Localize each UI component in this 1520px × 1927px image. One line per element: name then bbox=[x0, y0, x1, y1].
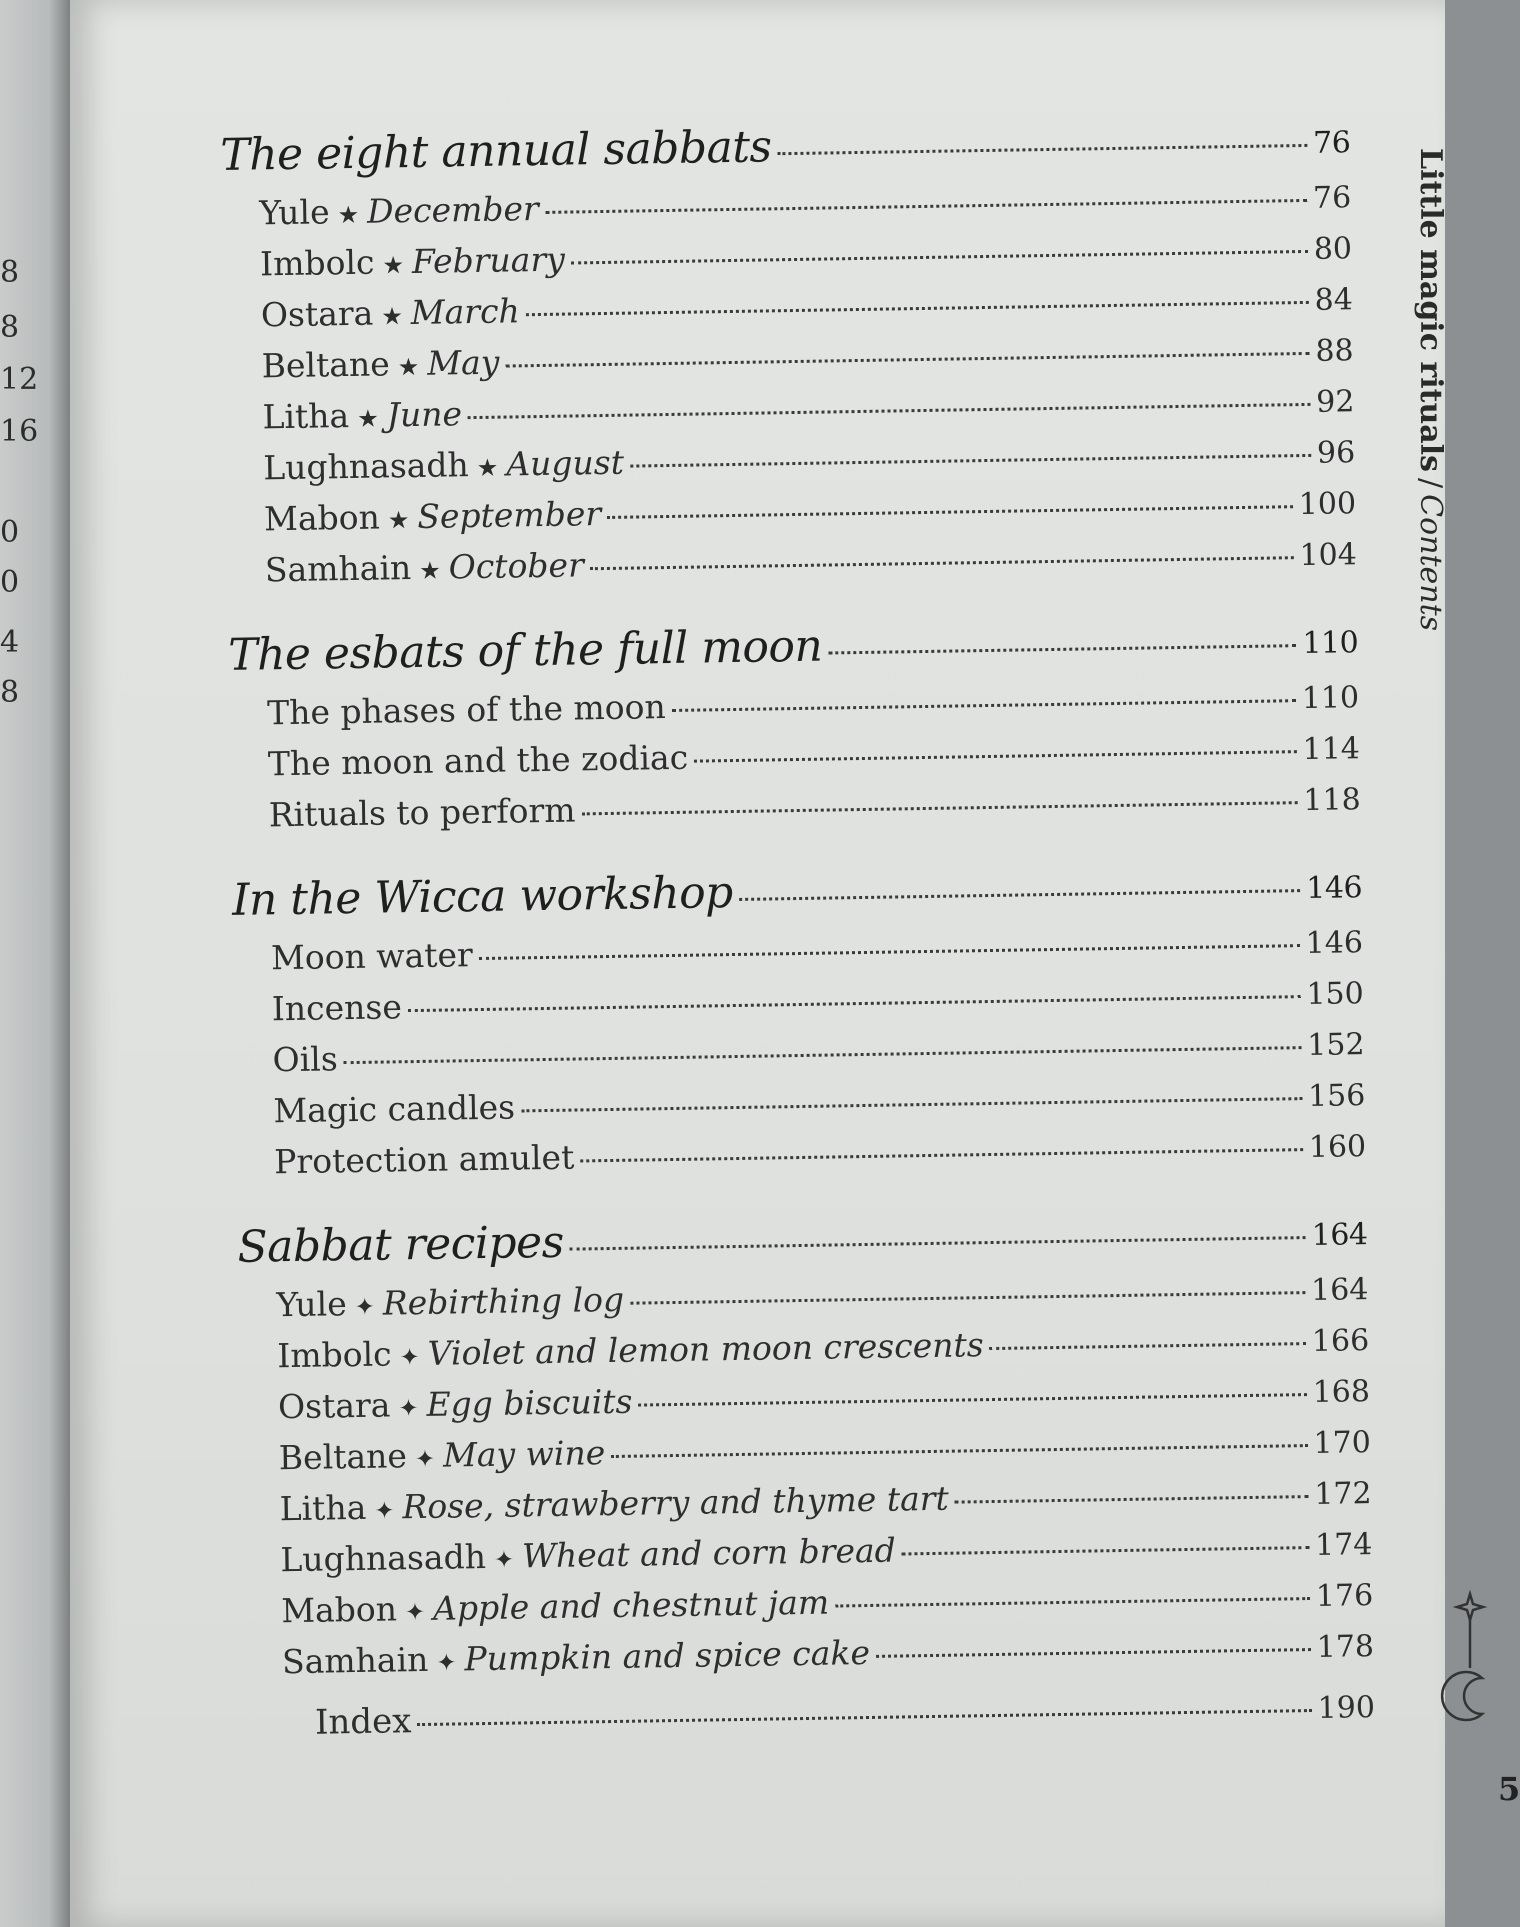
dot-leader bbox=[835, 1597, 1310, 1607]
page-ref: 146 bbox=[1306, 870, 1363, 907]
entry-subtitle: Wheat and corn bread bbox=[521, 1530, 897, 1576]
page-ref: 174 bbox=[1314, 1527, 1373, 1563]
dot-leader bbox=[630, 454, 1311, 468]
dot-leader bbox=[607, 505, 1293, 519]
page-ref: 150 bbox=[1306, 976, 1364, 1013]
star-icon: ✦ bbox=[399, 1343, 420, 1372]
page-ref: 168 bbox=[1312, 1374, 1371, 1410]
star-icon: ★ bbox=[387, 506, 410, 535]
section-name: Contents bbox=[1413, 494, 1448, 632]
page-ref: 152 bbox=[1306, 1027, 1365, 1064]
entry-name: Protection amulet bbox=[273, 1137, 575, 1182]
dot-leader bbox=[479, 944, 1300, 960]
page-ref: 176 bbox=[1315, 1578, 1374, 1614]
entry-name: Mabon bbox=[263, 497, 381, 539]
dot-leader bbox=[408, 995, 1301, 1012]
left-page-number: 0 bbox=[0, 515, 20, 550]
dot-leader bbox=[990, 1342, 1306, 1350]
star-icon: ✦ bbox=[374, 1496, 395, 1525]
star-icon: ✦ bbox=[436, 1648, 457, 1677]
entry-subtitle: Rose, strawberry and thyme tart bbox=[402, 1478, 950, 1527]
entry-subtitle: Rebirthing log bbox=[382, 1279, 625, 1323]
page-ref: 96 bbox=[1316, 435, 1356, 471]
entry-subtitle: August bbox=[505, 442, 625, 484]
left-page-number: 8 bbox=[0, 310, 20, 345]
entry-subtitle: May bbox=[426, 342, 500, 383]
star-icon: ★ bbox=[419, 556, 441, 585]
entry-title bbox=[282, 1633, 870, 1681]
entry-name: Magic candles bbox=[273, 1087, 516, 1131]
page-ref: 76 bbox=[1312, 180, 1352, 216]
dot-leader bbox=[590, 556, 1294, 570]
entry-title bbox=[271, 935, 473, 977]
page-ref: 100 bbox=[1298, 486, 1357, 523]
entry-title bbox=[259, 189, 539, 232]
entry-name: Imbolc bbox=[259, 242, 375, 284]
entry-title bbox=[267, 687, 666, 732]
entry-name: Litha bbox=[262, 396, 350, 437]
page-ref: 76 bbox=[1312, 125, 1351, 161]
page-ref: 104 bbox=[1299, 537, 1358, 574]
entry-name: Beltane bbox=[261, 344, 391, 386]
dot-leader bbox=[694, 750, 1296, 762]
left-page-number: 0 bbox=[0, 565, 20, 600]
dot-leader bbox=[611, 1444, 1307, 1458]
entry-subtitle: Egg biscuits bbox=[426, 1381, 633, 1424]
entry-subtitle: June bbox=[386, 394, 463, 435]
page-ref: 164 bbox=[1311, 1217, 1368, 1253]
entry-subtitle: September bbox=[417, 494, 602, 536]
book-title: Little magic rituals bbox=[1413, 148, 1448, 472]
left-page-number: 8 bbox=[0, 675, 20, 710]
left-page-number: 16 bbox=[0, 414, 39, 449]
entry-name: Lughnasadh bbox=[263, 445, 470, 488]
entry-name: Beltane bbox=[278, 1436, 408, 1478]
entry-subtitle: Pumpkin and spice cake bbox=[464, 1632, 871, 1679]
entry-title bbox=[265, 545, 584, 589]
entry-name: Samhain bbox=[264, 548, 412, 590]
page-ref: 110 bbox=[1302, 625, 1359, 662]
page-ref: 146 bbox=[1305, 925, 1364, 962]
star-icon: ★ bbox=[476, 453, 499, 483]
entry-subtitle: Apple and chestnut jam bbox=[432, 1582, 830, 1628]
page-ref: 114 bbox=[1302, 731, 1361, 768]
page-ref: 84 bbox=[1314, 282, 1354, 318]
entry-title bbox=[260, 240, 565, 284]
star-icon: ★ bbox=[382, 251, 405, 280]
dot-leader bbox=[582, 801, 1298, 815]
page-ref: 80 bbox=[1313, 231, 1353, 267]
entry-title bbox=[261, 291, 520, 334]
section-heading: In the Wicca workshop bbox=[231, 867, 734, 926]
entry-title bbox=[261, 343, 499, 386]
dot-leader bbox=[638, 1393, 1306, 1406]
page-ref: 88 bbox=[1315, 333, 1354, 369]
star-icon: ✦ bbox=[493, 1545, 515, 1574]
star-icon: ✦ bbox=[398, 1394, 419, 1423]
entry-name: Incense bbox=[271, 987, 403, 1029]
entry-title bbox=[268, 791, 575, 835]
dot-leader bbox=[902, 1546, 1309, 1555]
dot-leader bbox=[545, 199, 1307, 214]
page-ref: 110 bbox=[1301, 680, 1360, 717]
dot-leader bbox=[344, 1046, 1302, 1064]
entry-name: Litha bbox=[279, 1487, 367, 1529]
entry-title bbox=[264, 494, 602, 538]
page-ref: 156 bbox=[1307, 1078, 1366, 1115]
entry-name: Mabon bbox=[280, 1589, 398, 1631]
page-ref: 170 bbox=[1313, 1425, 1372, 1461]
entry-name: Ostara bbox=[260, 293, 374, 335]
entry-subtitle: October bbox=[448, 545, 585, 587]
dot-leader bbox=[570, 1236, 1306, 1251]
index-label: Index bbox=[314, 1701, 412, 1743]
left-page-edge bbox=[0, 0, 70, 1927]
section-heading: Sabbat recipes bbox=[237, 1216, 565, 1273]
contents-page bbox=[70, 0, 1520, 1927]
entry-name: Imbolc bbox=[276, 1334, 392, 1376]
left-page-number: 8 bbox=[0, 255, 20, 290]
running-head-separator: / bbox=[1413, 478, 1448, 489]
dot-leader bbox=[672, 699, 1296, 712]
table-of-contents bbox=[220, 112, 1375, 1760]
page-ref: 164 bbox=[1310, 1272, 1369, 1309]
entry-subtitle: Violet and lemon moon crescents bbox=[427, 1325, 984, 1373]
entry-name: Yule bbox=[259, 192, 330, 233]
star-icon: ✦ bbox=[354, 1292, 376, 1322]
entry-title bbox=[278, 1382, 633, 1427]
star-icon: ★ bbox=[381, 302, 404, 331]
entry-title bbox=[262, 394, 462, 436]
page-ref: 190 bbox=[1317, 1690, 1376, 1726]
dot-leader bbox=[571, 250, 1308, 265]
entry-title bbox=[272, 987, 403, 1028]
entry-name: Moon water bbox=[270, 935, 474, 978]
entry-subtitle: May wine bbox=[442, 1433, 606, 1475]
section-heading: The eight annual sabbats bbox=[220, 121, 772, 181]
star-icon: ★ bbox=[397, 352, 420, 382]
entry-name: The phases of the moon bbox=[266, 687, 667, 733]
entry-title bbox=[272, 1039, 338, 1079]
dot-leader bbox=[468, 403, 1310, 419]
star-icon: ★ bbox=[337, 200, 360, 230]
entry-name: Oils bbox=[272, 1039, 339, 1080]
left-page-number: 12 bbox=[0, 362, 39, 397]
dot-leader bbox=[580, 1148, 1303, 1162]
dot-leader bbox=[526, 301, 1309, 316]
dot-leader bbox=[955, 1495, 1309, 1504]
entry-title bbox=[273, 1087, 515, 1130]
dot-leader bbox=[876, 1648, 1311, 1658]
moon-star-ornament-icon bbox=[1440, 1590, 1500, 1730]
page-ref: 172 bbox=[1314, 1476, 1372, 1512]
entry-title bbox=[268, 738, 689, 784]
page-ref: 160 bbox=[1308, 1129, 1367, 1166]
page-ref: 178 bbox=[1316, 1629, 1375, 1665]
entry-name: Lughnasadh bbox=[280, 1537, 487, 1580]
page-number: 5 bbox=[1498, 1770, 1520, 1808]
star-icon: ✦ bbox=[414, 1444, 436, 1474]
dot-leader bbox=[778, 144, 1308, 155]
dot-leader bbox=[521, 1097, 1302, 1112]
left-page-number: 4 bbox=[0, 625, 20, 660]
star-icon: ★ bbox=[357, 404, 379, 433]
entry-subtitle: December bbox=[366, 189, 540, 231]
entry-name: Rituals to perform bbox=[268, 790, 576, 835]
star-icon: ✦ bbox=[404, 1597, 426, 1627]
dot-leader bbox=[630, 1291, 1305, 1305]
dot-leader bbox=[828, 644, 1296, 654]
dot-leader bbox=[505, 352, 1309, 368]
entry-title bbox=[274, 1138, 575, 1182]
dot-leader bbox=[739, 889, 1301, 901]
section-heading: The esbats of the full moon bbox=[227, 620, 823, 681]
page-ref: 92 bbox=[1315, 384, 1355, 420]
entry-name: Ostara bbox=[277, 1385, 391, 1427]
dot-leader bbox=[417, 1709, 1311, 1726]
entry-title bbox=[279, 1433, 606, 1477]
entry-subtitle: March bbox=[410, 291, 521, 333]
entry-name: Samhain bbox=[281, 1639, 429, 1682]
entry-subtitle: February bbox=[411, 239, 566, 281]
entry-name: The moon and the zodiac bbox=[267, 737, 689, 784]
page-ref: 118 bbox=[1303, 782, 1361, 819]
index-entry bbox=[245, 1686, 1376, 1760]
entry-title bbox=[281, 1583, 829, 1631]
entry-name: Yule bbox=[276, 1284, 348, 1325]
entry-title bbox=[263, 443, 624, 488]
running-head bbox=[1413, 148, 1448, 631]
entry-title bbox=[280, 1531, 896, 1580]
entry-title bbox=[276, 1280, 624, 1324]
page-ref: 166 bbox=[1311, 1323, 1370, 1359]
